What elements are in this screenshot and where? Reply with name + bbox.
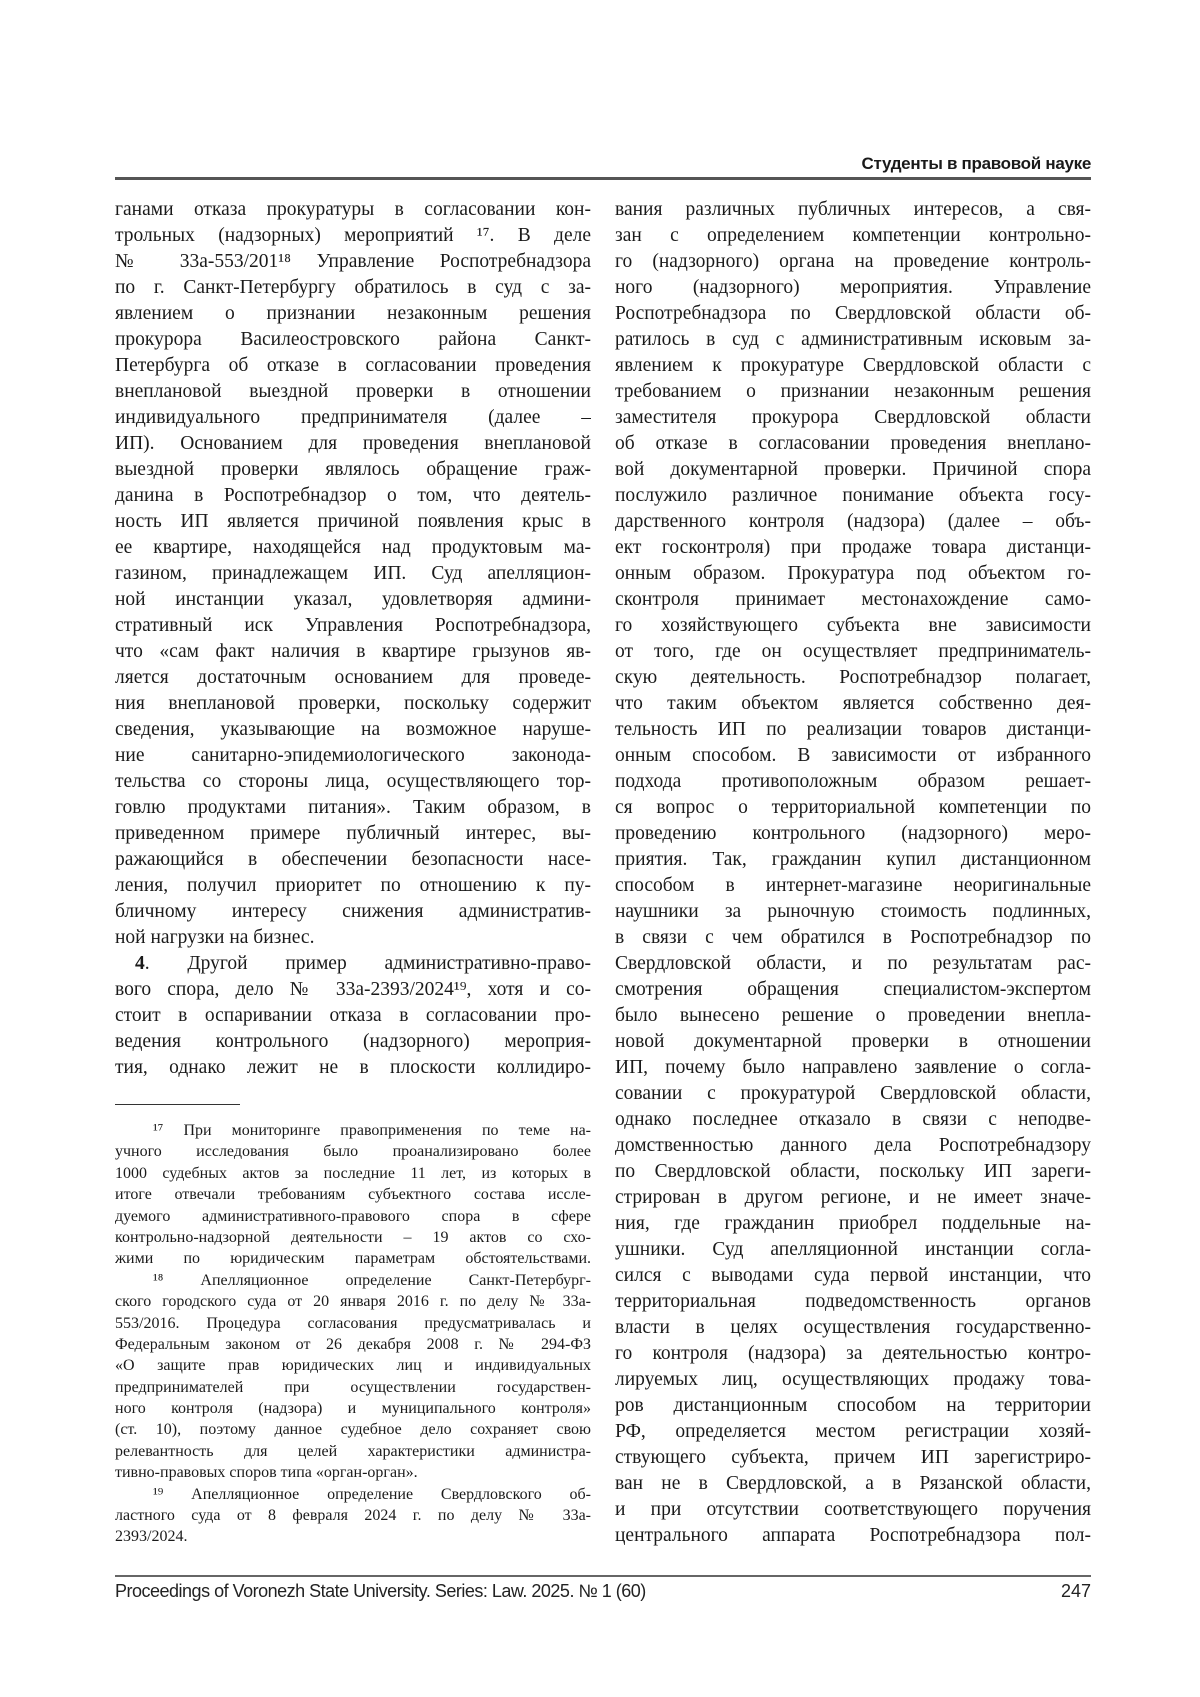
text-line: домственностью данного дела Роспотребнадзору — [615, 1133, 1091, 1159]
text-line: ¹⁷ При мониторинге правоприменения по теме на- — [115, 1120, 591, 1141]
text-line: послужило различное понимание объекта госу- — [615, 483, 1091, 509]
text-line: Роспотребнадзора по Свердловской области об- — [615, 301, 1091, 327]
text-line: по Свердловской области, поскольку ИП зареги- — [615, 1159, 1091, 1185]
running-header-section: Студенты в правовой науке — [862, 154, 1091, 174]
text-line: учного исследования было проанализировано более — [115, 1141, 591, 1162]
footer-rule — [115, 1575, 1091, 1577]
text-line: предпринимателей при осуществлении государствен- — [115, 1377, 591, 1398]
text-line: ского городского суда от 20 января 2016 г. по делу № 33а- — [115, 1291, 591, 1312]
text-line: сконтроля принимает местонахождение само- — [615, 587, 1091, 613]
text-line: от того, где он осуществляет предприниматель- — [615, 639, 1091, 665]
text-line: ляется достаточным основанием для проведе- — [115, 665, 591, 691]
text-line: в связи с чем обратился в Роспотребнадзор по — [615, 925, 1091, 951]
text-line: сился с выводами суда первой инстанции, что — [615, 1263, 1091, 1289]
text-line: прокурора Василеостровского района Санкт- — [115, 327, 591, 353]
text-line: онным способом. В зависимости от избранного — [615, 743, 1091, 769]
text-line: было вынесено решение о проведении внепла- — [615, 1003, 1091, 1029]
text-line: ния внеплановой проверки, поскольку содержит — [115, 691, 591, 717]
text-line: ражающийся в обеспечении безопасности насе- — [115, 847, 591, 873]
text-line: требованием о признании незаконным решения — [615, 379, 1091, 405]
paragraph-number: 4 — [135, 953, 145, 974]
text-line: 1000 судебных актов за последние 11 лет, из которых в — [115, 1163, 591, 1184]
text-line: итоге отвечали требованиям субъектного состава иссле- — [115, 1184, 591, 1205]
text-line: го хозяйствующего субъекта вне зависимости — [615, 613, 1091, 639]
text-line: об отказе в согласовании проведения внеплано- — [615, 431, 1091, 457]
text-line: власти в целях осуществления государственно- — [615, 1315, 1091, 1341]
text-line: тия, однако лежит не в плоскости коллидиро- — [115, 1055, 591, 1081]
text-line: бличному интересу снижения административ- — [115, 899, 591, 925]
text-line: жими по юридическим параметрам обстоятельствами. — [115, 1248, 591, 1269]
text-line: ИП). Основанием для проведения внеплановой — [115, 431, 591, 457]
text-line: что таким объектом является собственно дея- — [615, 691, 1091, 717]
text-line: новой документарной проверки в отношении — [615, 1029, 1091, 1055]
text-line: данина в Роспотребнадзор о том, что деятель- — [115, 483, 591, 509]
footnotes — [115, 1120, 591, 1548]
text-line: ганами отказа прокуратуры в согласовании кон- — [115, 197, 591, 223]
text-line: сведения, указывающие на возможное наруше- — [115, 717, 591, 743]
text-line: вого спора, дело № 33а-2393/2024¹⁹, хотя и со- — [115, 977, 591, 1003]
text-line: ность ИП является причиной появления крыс в — [115, 509, 591, 535]
text-line: Федеральным законом от 26 декабря 2008 г. № 294-ФЗ — [115, 1334, 591, 1355]
text-line: Петербурга об отказе в согласовании проведения — [115, 353, 591, 379]
text-line — [115, 951, 591, 977]
text-line: ления, получил приоритет по отношению к пу- — [115, 873, 591, 899]
text-line: (ст. 10), поэтому данное судебное дело сохраняет свою — [115, 1419, 591, 1440]
text-line: проведению контрольного (надзорного) меро- — [615, 821, 1091, 847]
text-line: территориальная подведомственность органов — [615, 1289, 1091, 1315]
text-line: дарственного контроля (надзора) (далее – объ- — [615, 509, 1091, 535]
text-line: тельность ИП по реализации товаров дистанци- — [615, 717, 1091, 743]
text-line: однако последнее отказало в связи с неподве- — [615, 1107, 1091, 1133]
text-line: ного контроля (надзора) и муниципального контроля» — [115, 1398, 591, 1419]
text-line: ¹⁹ Апелляционное определение Свердловского об- — [115, 1484, 591, 1505]
line-text: . Другой пример административно-право- — [145, 953, 591, 974]
text-line: ушники. Суд апелляционной инстанции согла- — [615, 1237, 1091, 1263]
text-line: трольных (надзорных) мероприятий ¹⁷. В деле — [115, 223, 591, 249]
text-line: способом в интернет-магазине неоригинальные — [615, 873, 1091, 899]
text-line: заместителя прокурора Свердловской области — [615, 405, 1091, 431]
text-line: вой документарной проверки. Причиной спора — [615, 457, 1091, 483]
text-line: вания различных публичных интересов, а свя- — [615, 197, 1091, 223]
text-line: 553/2016. Процедура согласования предусматривалась и — [115, 1313, 591, 1334]
text-line: стоит в оспаривании отказа в согласовании про- — [115, 1003, 591, 1029]
text-line: индивидуального предпринимателя (далее – — [115, 405, 591, 431]
text-line: го контроля (надзора) за деятельностью контро- — [615, 1341, 1091, 1367]
text-line: ратилось в суд с административным исковым за- — [615, 327, 1091, 353]
text-line: стративный иск Управления Роспотребнадзора, — [115, 613, 591, 639]
text-line: ния, где гражданин приобрел поддельные на- — [615, 1211, 1091, 1237]
text-line: ной нагрузки на бизнес. — [115, 925, 591, 951]
text-line: и при отсутствии соответствующего поручения — [615, 1497, 1091, 1523]
text-line: говлю продуктами питания». Таким образом, в — [115, 795, 591, 821]
text-line: ластного суда от 8 февраля 2024 г. по делу № 33а- — [115, 1505, 591, 1526]
text-line: ¹⁸ Апелляционное определение Санкт-Петербург- — [115, 1270, 591, 1291]
text-line: лируемых лиц, осуществляющих продажу това- — [615, 1367, 1091, 1393]
text-line: 2393/2024. — [115, 1526, 591, 1547]
text-line: явлением к прокуратуре Свердловской области с — [615, 353, 1091, 379]
right-column — [615, 197, 1091, 1549]
text-line: ведения контрольного (надзорного) мероприя- — [115, 1029, 591, 1055]
footnote-separator — [115, 1104, 240, 1105]
text-line: центрального аппарата Роспотребнадзора пол- — [615, 1523, 1091, 1549]
footer-journal: Proceedings of Voronezh State University. Series: Law. 2025. № 1 (60) — [115, 1581, 646, 1602]
left-column — [115, 197, 591, 1081]
text-line: релевантность для целей характеристики администра- — [115, 1441, 591, 1462]
text-line: ного (надзорного) мероприятия. Управление — [615, 275, 1091, 301]
text-line: Свердловской области, и по результатам рас- — [615, 951, 1091, 977]
text-line: внеплановой выездной проверки в отношении — [115, 379, 591, 405]
text-line: ние санитарно-эпидемиологического законода- — [115, 743, 591, 769]
text-line: тельства со стороны лица, осуществляющего тор- — [115, 769, 591, 795]
text-line: выездной проверки являлось обращение граж- — [115, 457, 591, 483]
text-line: приятия. Так, гражданин купил дистанционном — [615, 847, 1091, 873]
header-rule — [115, 177, 1091, 180]
text-line: ствующего субъекта, причем ИП зарегистриро- — [615, 1445, 1091, 1471]
text-line: явлением о признании незаконным решения — [115, 301, 591, 327]
text-line: что «сам факт наличия в квартире грызунов яв- — [115, 639, 591, 665]
text-line: ной инстанции указал, удовлетворяя админи- — [115, 587, 591, 613]
text-line: приведенном примере публичный интерес, вы- — [115, 821, 591, 847]
text-line: го (надзорного) органа на проведение контроль- — [615, 249, 1091, 275]
text-line: № 33а-553/201¹⁸ Управление Роспотребнадзора — [115, 249, 591, 275]
text-line: по г. Санкт-Петербургу обратилось в суд с за- — [115, 275, 591, 301]
text-line: скую деятельность. Роспотребнадзор полагает, — [615, 665, 1091, 691]
text-line: дуемого административного-правового спора в сфере — [115, 1206, 591, 1227]
text-line: зан с определением компетенции контрольно- — [615, 223, 1091, 249]
text-line: стрирован в другом регионе, и не имеет значе- — [615, 1185, 1091, 1211]
text-line: наушники за рыночную стоимость подлинных, — [615, 899, 1091, 925]
text-line: «О защите прав юридических лиц и индивидуальных — [115, 1355, 591, 1376]
text-line: тивно-правовых споров типа «орган-орган». — [115, 1462, 591, 1483]
text-line: контрольно-надзорной деятельности – 19 актов со схо- — [115, 1227, 591, 1248]
text-line: ее квартире, находящейся над продуктовым ма- — [115, 535, 591, 561]
text-line: подхода противоположным образом решает- — [615, 769, 1091, 795]
text-line: ся вопрос о территориальной компетенции по — [615, 795, 1091, 821]
text-line: онным образом. Прокуратура под объектом го- — [615, 561, 1091, 587]
text-line: совании с прокуратурой Свердловской области, — [615, 1081, 1091, 1107]
text-line: ров дистанционным способом на территории — [615, 1393, 1091, 1419]
text-line: ИП, почему было направлено заявление о согла- — [615, 1055, 1091, 1081]
text-line: смотрения обращения специалистом-экспертом — [615, 977, 1091, 1003]
page-number: 247 — [1061, 1581, 1091, 1602]
text-line: РФ, определяется местом регистрации хозяй- — [615, 1419, 1091, 1445]
text-line: газином, принадлежащем ИП. Суд апелляцион- — [115, 561, 591, 587]
text-line: ван не в Свердловской, а в Рязанской области, — [615, 1471, 1091, 1497]
text-line: ект госконтроля) при продаже товара дистанци- — [615, 535, 1091, 561]
